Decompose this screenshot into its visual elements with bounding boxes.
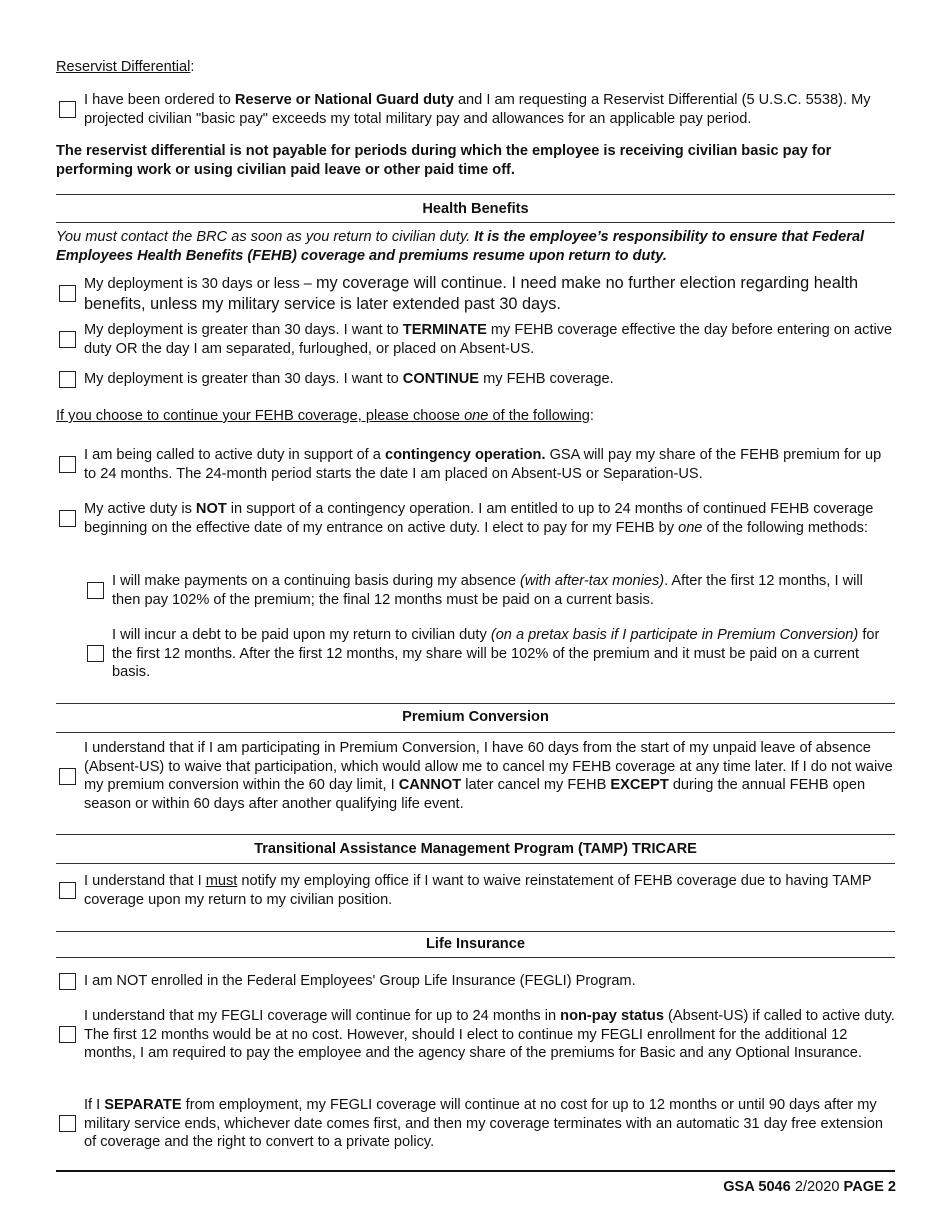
health-option-30-days-or-less[interactable] — [59, 273, 895, 314]
life-option-separate[interactable] — [59, 1096, 895, 1152]
reservist-checkbox[interactable] — [59, 101, 76, 118]
life-separate-text: If I SEPARATE from employment, my FEGLI coverage will continue at no cost for up to 12 months or until 90 days after my military service ends, whichever date comes first, and then my coverage terminates with an automatic 31 day free extension of coverage and the right to convert to a private policy. — [84, 1097, 883, 1150]
health-option-1-text: My deployment is 30 days or less – my coverage will continue. I need make no further election regarding health benefits, unless my military service is later extended past 30 days. — [84, 274, 859, 313]
payment-option-continuing[interactable] — [87, 572, 895, 609]
divider — [56, 863, 895, 864]
payment-continuing-checkbox[interactable] — [87, 582, 104, 599]
health-option-1-checkbox[interactable] — [59, 285, 76, 302]
life-not-enrolled-text: I am NOT enrolled in the Federal Employees' Group Life Insurance (FEGLI) Program. — [84, 973, 636, 989]
premium-conversion-title: Premium Conversion — [402, 709, 549, 725]
life-non-pay-text: I understand that my FEGLI coverage will continue for up to 24 months in non-pay status (Absent-US) if called to active duty. The first 12 months would be at no cost. However, should I elect to continue my FEGLI enrollment for the additional 12 months, I am required to pay the employee and the agency share of the premiums for Basic and any Optional Insurance. — [84, 1008, 895, 1061]
health-option-3-text: My deployment is greater than 30 days. I want to CONTINUE my FEHB coverage. — [84, 371, 614, 387]
health-option-terminate[interactable] — [59, 321, 895, 358]
life-option-not-enrolled[interactable] — [59, 972, 895, 991]
tamp-checkbox[interactable] — [59, 882, 76, 899]
reservist-differential-option[interactable] — [59, 91, 895, 128]
health-option-contingency[interactable] — [59, 446, 895, 483]
not-contingency-checkbox[interactable] — [59, 510, 76, 527]
divider — [56, 703, 895, 704]
health-benefits-title: Health Benefits — [422, 201, 529, 217]
divider — [56, 222, 895, 223]
contingency-checkbox[interactable] — [59, 456, 76, 473]
reservist-option-text: I have been ordered to Reserve or National Guard duty and I am requesting a Reservist Differential (5 U.S.C. 5538). My projected civilian "basic pay" exceeds my total military pay and allowances for an applicable pay period. — [84, 92, 871, 127]
payment-option-debt[interactable] — [87, 626, 895, 682]
premium-conversion-option[interactable] — [59, 739, 895, 813]
payment-debt-checkbox[interactable] — [87, 645, 104, 662]
divider — [56, 194, 895, 195]
health-option-2-checkbox[interactable] — [59, 331, 76, 348]
life-option-non-pay-status[interactable] — [59, 1007, 895, 1063]
premium-conversion-text: I understand that if I am participating in Premium Conversion, I have 60 days from the start of my unpaid leave of absence (Absent-US) to waive that participation, which would allow me to cancel my FEHB coverage at any time later. If I do not waive my premium conversion within the 60 day limit, I CANNOT later cancel my FEHB EXCEPT during the annual FEHB open season or within 60 days after another qualifying life event. — [84, 740, 893, 812]
tamp-title: Transitional Assistance Management Program (TAMP) TRICARE — [254, 841, 697, 857]
tamp-text: I understand that I must notify my employing office if I want to waive reinstatement of FEHB coverage due to having TAMP coverage upon my return to my civilian position. — [84, 873, 872, 908]
not-contingency-text: My active duty is NOT in support of a contingency operation. I am entitled to up to 24 months of continued FEHB coverage beginning on the effective date of my entrance on active duty. I elect to pay for my FEHB by one of the following methods: — [84, 501, 874, 536]
health-intro: You must contact the BRC as soon as you return to civilian duty. It is the employee’s responsibility to ensure that Federal Employees Health Benefits (FEHB) coverage and premiums resume upon return to duty. — [56, 229, 865, 264]
health-option-2-text: My deployment is greater than 30 days. I want to TERMINATE my FEHB coverage effective the day before entering on active duty OR the day I am separated, furloughed, or placed on Absent-US. — [84, 322, 893, 357]
reservist-note: The reservist differential is not payable for periods during which the employee is receiving civilian basic pay for performing work or using civilian paid leave or other paid time off. — [56, 143, 832, 178]
contingency-text: I am being called to active duty in support of a contingency operation. GSA will pay my share of the FEHB premium for up to 24 months. The 24-month period starts the date I am placed on Absent-US or Separation-US. — [84, 447, 882, 482]
tamp-option[interactable] — [59, 872, 895, 909]
health-option-continue[interactable] — [59, 370, 895, 389]
premium-conversion-checkbox[interactable] — [59, 768, 76, 785]
divider — [56, 957, 895, 958]
divider — [56, 834, 895, 835]
health-continue-instruction: If you choose to continue your FEHB coverage, please choose one of the following: — [56, 408, 594, 424]
life-non-pay-checkbox[interactable] — [59, 1026, 76, 1043]
divider — [56, 732, 895, 733]
payment-continuing-text: I will make payments on a continuing basis during my absence (with after-tax monies). After the first 12 months, I will then pay 102% of the premium; the final 12 months must be paid on a current basis. — [112, 573, 863, 608]
footer-form-id: GSA 5046 2/2020 PAGE 2 — [723, 1179, 896, 1195]
divider — [56, 931, 895, 932]
payment-debt-text: I will incur a debt to be paid upon my return to civilian duty (on a pretax basis if I participate in Premium Conversion) for the first 12 months. After the first 12 months, my share will be 102% of the premium and it must be paid on a current basis. — [112, 627, 880, 680]
life-insurance-title: Life Insurance — [426, 936, 525, 952]
health-option-not-contingency[interactable] — [59, 500, 895, 537]
life-not-enrolled-checkbox[interactable] — [59, 973, 76, 990]
footer-divider — [56, 1170, 895, 1172]
health-option-3-checkbox[interactable] — [59, 371, 76, 388]
reservist-heading: Reservist Differential: — [56, 59, 195, 75]
life-separate-checkbox[interactable] — [59, 1115, 76, 1132]
